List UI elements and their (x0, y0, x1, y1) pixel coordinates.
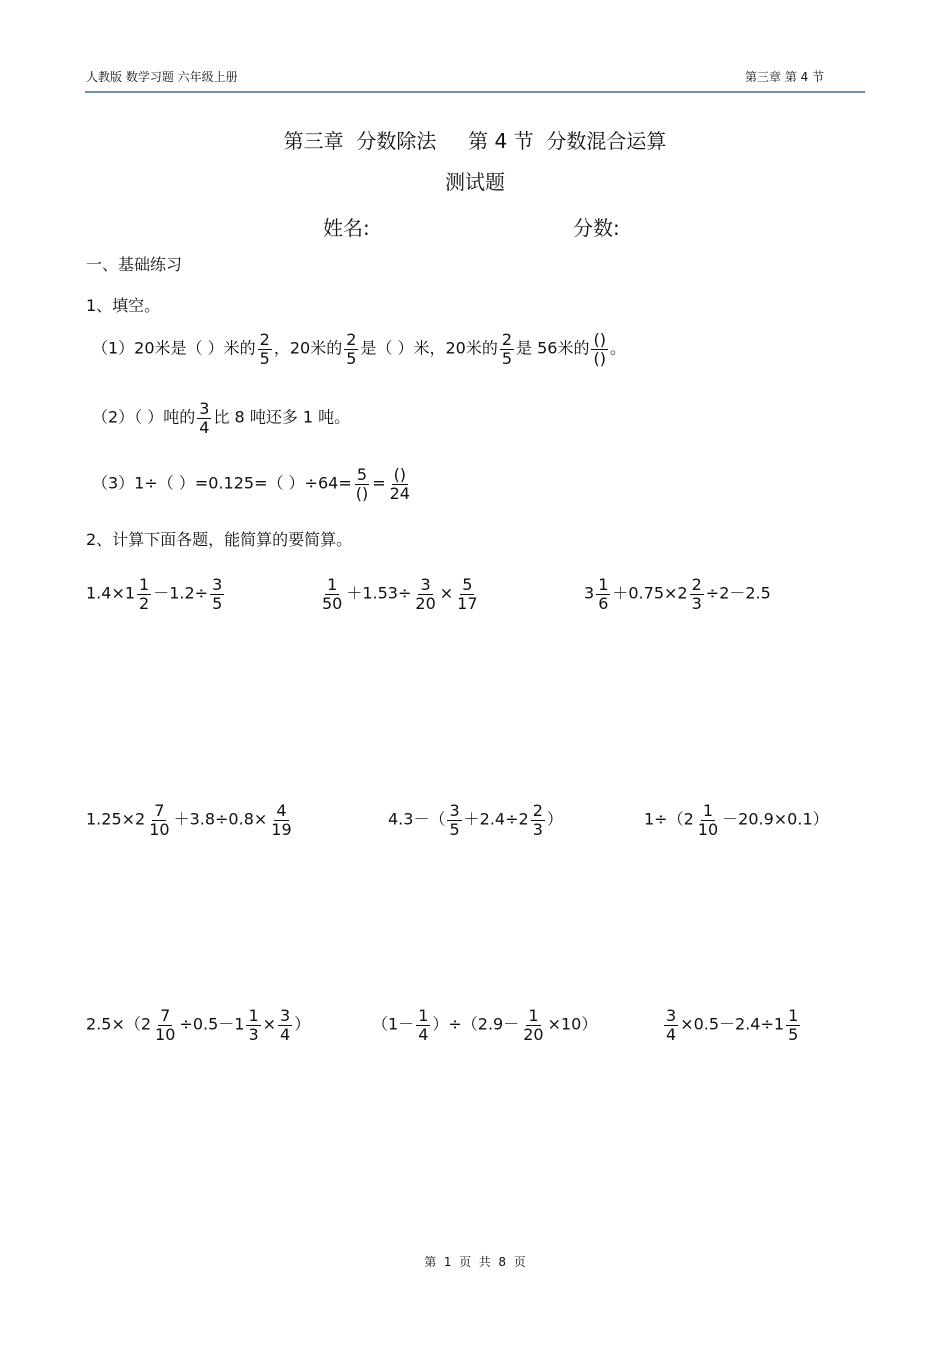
fraction (153, 1007, 177, 1043)
expression-4 (86, 802, 296, 838)
header-left: 人教版 数学习题 六年级上册 (86, 70, 238, 84)
fraction-denominator: 3 (691, 593, 702, 613)
expression-3 (584, 576, 771, 612)
fraction (320, 576, 344, 612)
fraction-denominator: 5 (788, 1024, 799, 1044)
fraction-numerator: 5 (462, 575, 473, 594)
q1p1-text-a: （1）20米是（ ）米的 (92, 338, 256, 358)
expr-text: －1.2÷ (153, 583, 209, 603)
fraction-numerator: 1 (788, 1006, 799, 1025)
q1p3-text-b: = (372, 473, 386, 493)
expr-text: ＋1.53÷ (346, 583, 412, 603)
fraction (388, 466, 412, 502)
fraction-denominator: 20 (415, 593, 436, 613)
expression-8 (372, 1007, 597, 1043)
page-footer: 第 1 页 共 8 页 (424, 1255, 526, 1269)
expr-text: ＋3.8÷0.8× (173, 809, 268, 829)
expr-text: ÷0.5－1 (179, 1014, 245, 1034)
fraction-denominator: 6 (598, 593, 609, 613)
expression-2 (318, 576, 482, 612)
fraction-denominator: 2 (139, 593, 150, 613)
fraction-denominator: 4 (199, 417, 210, 437)
expr-text: ＋0.75×2 (612, 583, 688, 603)
q1-part3 (92, 466, 414, 502)
fraction (664, 1007, 678, 1043)
fraction-denominator: 3 (532, 819, 543, 839)
fraction-denominator: 19 (271, 819, 292, 839)
page-title: 第三章 分数除法 第 4 节 分数混合运算 (283, 129, 667, 153)
fraction-denominator: 50 (322, 593, 343, 613)
expr-text: × (262, 1014, 277, 1034)
fraction-denominator: 24 (389, 483, 410, 503)
fraction (278, 1007, 292, 1043)
fraction (269, 802, 293, 838)
fraction (596, 576, 610, 612)
fraction (210, 576, 224, 612)
fraction-numerator: 2 (691, 575, 702, 594)
expr-text: × (439, 583, 454, 603)
fraction-numerator: 1 (139, 575, 150, 594)
fraction-numerator: 3 (666, 1006, 677, 1025)
header-right: 第三章 第 4 节 (745, 70, 825, 84)
fraction-numerator: 1 (418, 1006, 429, 1025)
expr-text: 1÷（2 (644, 809, 694, 829)
expr-text: ×0.5－2.4÷1 (680, 1014, 785, 1034)
score-label: 分数: (573, 216, 620, 240)
q1p2-text-b: 比 8 吨还多 1 吨。 (213, 407, 351, 427)
expr-text: 4.3－（ (388, 809, 446, 829)
fraction-denominator: 4 (280, 1024, 291, 1044)
section-heading: 一、基础练习 (86, 255, 183, 274)
fraction-numerator: 2 (501, 330, 513, 349)
fraction (690, 576, 704, 612)
fraction-numerator: () (593, 330, 606, 349)
expression-6 (644, 802, 829, 838)
fraction-numerator: 1 (702, 801, 714, 820)
fraction-numerator: 7 (160, 1006, 171, 1025)
fraction (786, 1007, 800, 1043)
fraction-numerator: 1 (598, 575, 609, 594)
q1p2-text-a: （2）（ ）吨的 (92, 407, 196, 427)
fraction (447, 802, 461, 838)
expression-9 (662, 1007, 802, 1043)
fraction (413, 576, 437, 612)
q1p3-text-a: （3）1÷（ ）=0.125=（ ）÷64= (92, 473, 352, 493)
expression-7 (86, 1007, 310, 1043)
expr-text: 1.4×1 (86, 583, 136, 603)
fraction-denominator: 3 (248, 1024, 259, 1044)
fraction-denominator: 20 (523, 1024, 544, 1044)
q1p1-text-c: 是（ ）米，20米的 (360, 338, 498, 358)
expr-text: －20.9×0.1） (722, 809, 829, 829)
fraction-denominator: () (593, 348, 606, 368)
expression-1 (86, 576, 226, 612)
fraction-numerator: () (393, 465, 407, 484)
fraction-numerator: 4 (276, 801, 287, 820)
q1p1-text-d: 是 56米的 (516, 338, 590, 358)
fraction (521, 1007, 545, 1043)
fraction-numerator: 3 (420, 575, 431, 594)
q1-part1 (92, 331, 626, 367)
fraction (591, 331, 607, 367)
fraction-numerator: 1 (248, 1006, 259, 1025)
expr-text: ÷2－2.5 (705, 583, 771, 603)
q1p1-text-e: 。 (609, 338, 626, 358)
q1-part2 (92, 400, 350, 436)
expr-text: ＋2.4÷2 (463, 809, 529, 829)
expr-text: 1.25×2 (86, 809, 146, 829)
expr-text: 3 (584, 583, 595, 603)
fraction (500, 331, 514, 367)
expr-text: ） (546, 809, 563, 829)
expr-text: ） (294, 1014, 311, 1034)
fraction-denominator: 17 (457, 593, 478, 613)
fraction-denominator: 5 (449, 819, 460, 839)
fraction-numerator: 2 (346, 330, 357, 349)
header-rule (85, 91, 865, 93)
fraction-denominator: 4 (418, 1024, 429, 1044)
fraction-numerator: 1 (528, 1006, 539, 1025)
fraction-numerator: 7 (154, 801, 165, 820)
fraction-numerator: 5 (356, 465, 368, 484)
fraction-numerator: 3 (449, 801, 460, 820)
q1-heading: 1、填空。 (86, 296, 161, 315)
expr-text: （1－ (372, 1014, 415, 1034)
fraction-denominator: 5 (501, 348, 513, 368)
fraction-denominator: 10 (149, 819, 170, 839)
fraction (455, 576, 479, 612)
fraction (531, 802, 545, 838)
fraction (258, 331, 272, 367)
q2-heading: 2、计算下面各题，能简算的要简算。 (86, 530, 353, 549)
fraction (696, 802, 720, 838)
expr-text: ）÷（2.9－ (432, 1014, 520, 1034)
fraction (246, 1007, 260, 1043)
fraction-numerator: 2 (532, 801, 543, 820)
q1p1-text-b: ，20米的 (273, 338, 343, 358)
fraction-numerator: 3 (212, 575, 223, 594)
fraction-denominator: 10 (697, 819, 719, 839)
fraction (344, 331, 358, 367)
fraction-numerator: 3 (199, 399, 210, 418)
fraction-numerator: 2 (259, 330, 270, 349)
fraction-denominator: 5 (259, 348, 270, 368)
fraction-denominator: 10 (155, 1024, 176, 1044)
fraction (147, 802, 171, 838)
expr-text: 2.5×（2 (86, 1014, 152, 1034)
fraction-numerator: 1 (327, 575, 338, 594)
expression-5 (388, 802, 563, 838)
fraction (197, 400, 211, 436)
fraction-denominator: 5 (212, 593, 223, 613)
expr-text: ×10） (547, 1014, 598, 1034)
fraction (137, 576, 151, 612)
name-label: 姓名: (323, 216, 370, 240)
fraction-denominator: 5 (346, 348, 357, 368)
fraction (416, 1007, 430, 1043)
fraction-denominator: () (355, 483, 369, 503)
page-subtitle: 测试题 (445, 170, 505, 194)
fraction (354, 466, 370, 502)
fraction-numerator: 3 (280, 1006, 291, 1025)
fraction-denominator: 4 (666, 1024, 677, 1044)
